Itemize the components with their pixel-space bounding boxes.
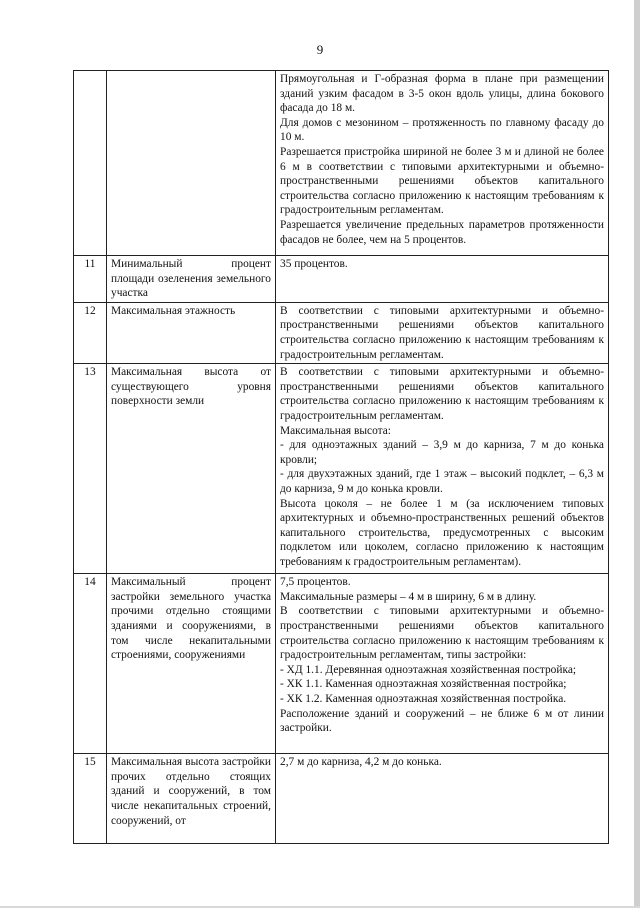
value-paragraph: Максимальная высота: [280, 424, 391, 437]
value-paragraph: Прямоугольная и Г-образная форма в плане при размещении зданий узким фасадом в 3-5 окон вдоль улицы, длина бокового фасада до 18 м. [280, 73, 604, 115]
page-number: 9 [316, 42, 324, 57]
parameter-value [276, 754, 609, 844]
value-paragraph: Для домов с мезонином – протяженность по главному фасаду до 10 м. [280, 116, 604, 144]
parameter-value [276, 574, 609, 754]
value-paragraph: Разрешается увеличение предельных параметров протяженности фасадов не более, чем на 5 процентов. [280, 218, 604, 246]
value-paragraph: - для одноэтажных зданий – 3,9 м до карниза, 7 м до конька кровли; [280, 439, 604, 466]
value-paragraph: 7,5 процентов. [280, 576, 351, 589]
value-paragraph: В соответствии с типовыми архитектурными и объемно-пространственными решениями объектов капитального строительства согласно приложению к настоящим требованиям к градостроительным регламентам. [280, 366, 604, 422]
table-row [74, 754, 609, 844]
value-paragraph: - ХК 1.1. Каменная одноэтажная хозяйственная постройка; [280, 678, 567, 691]
parameter-name: Максимальная высота от существующего уровня поверхности земли [107, 364, 276, 574]
table-row [74, 71, 609, 256]
value-paragraph: В соответствии с типовыми архитектурными и объемно-пространственными решениями объектов капитального строительства согласно приложению к настоящим требованиям к градостроительным регламентам, типы застройки: [280, 605, 604, 662]
parameter-value [276, 364, 609, 574]
parameter-value [276, 256, 609, 303]
row-number: 13 [74, 364, 107, 574]
value-paragraph: 2,7 м до карниза, 4,2 м до конька. [280, 756, 442, 769]
row-number [74, 71, 107, 256]
row-number: 12 [74, 302, 107, 363]
scan-edge-shadow [634, 0, 640, 908]
table-row [74, 302, 609, 363]
regulations-table [73, 70, 609, 844]
parameter-name: Максимальный процент застройки земельного участка прочими отдельно стоящими зданиями и сооружениями, в том числе некапитальными строениями, сооружениями [107, 574, 276, 754]
parameter-name: Максимальная высота застройки прочих отдельно стоящих зданий и сооружений, в том числе некапитальных строений, сооружений, от [107, 754, 276, 844]
value-paragraph: Высота цоколя – не более 1 м (за исключением типовых архитектурных и объемно-пространственных решений объектов капитального строительства, предусмотренных с высоким подклетом или цоколем, согласно приложению к настоящим требованиям к градостроительным регламентам). [280, 497, 604, 568]
row-number: 14 [74, 574, 107, 754]
value-paragraph: - ХД 1.1. Деревянная одноэтажная хозяйственная постройка; [280, 663, 577, 676]
value-paragraph: Разрешается пристройка шириной не более 3 м и длиной не более 6 м в соответствии с типовыми архитектурными и объемно-пространственными решениями объектов капитального строительства согласно приложению к настоящим требованиям к градостроительным регламентам. [280, 145, 604, 217]
value-paragraph: Максимальные размеры – 4 м в ширину, 6 м в длину. [280, 590, 537, 603]
value-paragraph: 35 процентов. [280, 258, 348, 270]
table-row [74, 574, 609, 754]
parameter-name: Максимальная этажность [107, 302, 276, 363]
table-row [74, 364, 609, 574]
value-paragraph: Расположение зданий и сооружений – не ближе 6 м от линии застройки. [280, 707, 604, 735]
table-row [74, 256, 609, 303]
row-number: 15 [74, 754, 107, 844]
parameter-value [276, 71, 609, 256]
row-number: 11 [74, 256, 107, 303]
parameter-value [276, 302, 609, 363]
value-paragraph: - ХК 1.2. Каменная одноэтажная хозяйственная постройка. [280, 692, 567, 705]
value-paragraph: - для двухэтажных зданий, где 1 этаж – высокий подклет, – 6,3 м до карниза, 9 м до конька кровли. [280, 468, 604, 495]
value-paragraph: В соответствии с типовыми архитектурными и объемно-пространственными решениями объектов капитального строительства согласно приложению к настоящим требованиям к градостроительным регламентам. [280, 304, 604, 361]
parameter-name: Минимальный процент площади озеленения земельного участка [107, 256, 276, 303]
parameter-name [107, 71, 276, 256]
